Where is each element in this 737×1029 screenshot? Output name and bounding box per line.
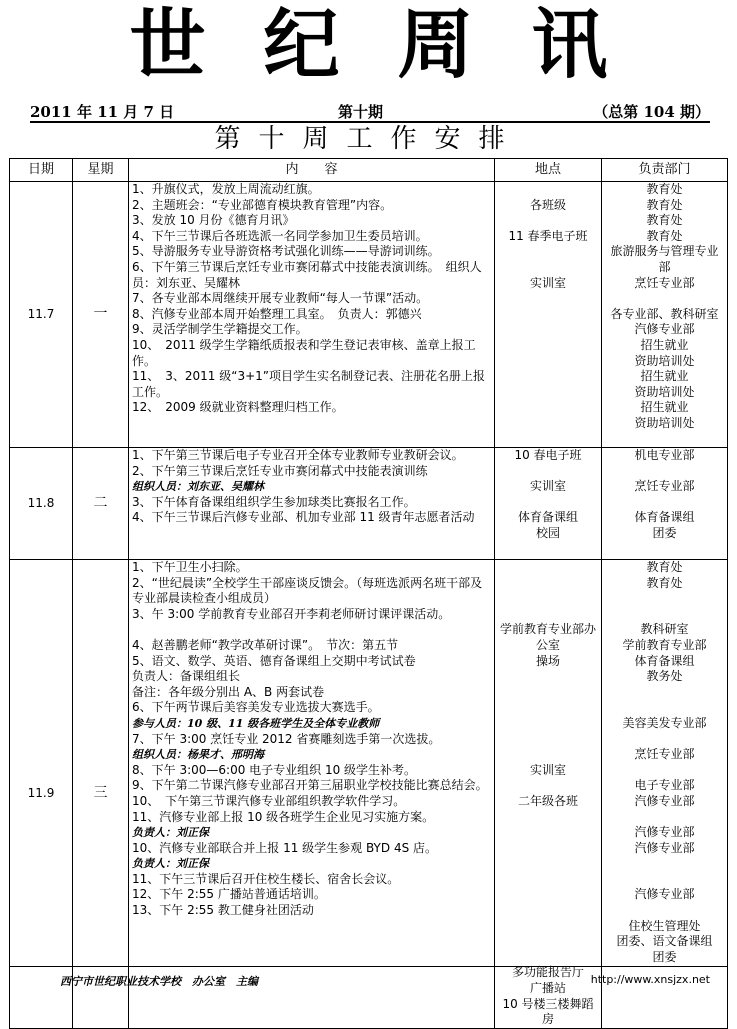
content-line: 参与人员：10 级、11 级各班学生及全体专业教师 xyxy=(132,716,380,730)
content-line: 11、 3、2011 级“3+1”项目学生实名制登记表、注册花名册上报工作。 xyxy=(132,369,486,399)
table-row xyxy=(10,560,728,1029)
place-line xyxy=(498,700,598,716)
place-line: 校园 xyxy=(535,525,560,540)
place-line xyxy=(498,213,598,229)
footer-url: http://www.xnsjzx.net xyxy=(590,973,710,986)
dept-line: 汽修专业部 xyxy=(634,825,695,840)
place-line xyxy=(498,607,598,623)
place-line xyxy=(498,464,598,480)
place-line xyxy=(498,560,598,576)
place-line: 操场 xyxy=(535,653,560,668)
content-line: 8、汽修专业部本周开始整理工具室。 负责人：郭德兴 xyxy=(132,306,422,321)
issue-number: 第十期 xyxy=(338,103,384,121)
footer-editor: 西宁市世纪职业技术学校 办公室 主编 xyxy=(60,975,258,988)
dept-line xyxy=(605,291,724,307)
content-line: 11、下午三节课后召开住校生楼长、宿舍长会议。 xyxy=(132,871,400,886)
dept-line xyxy=(605,607,724,623)
issue-total: （总第 104 期） xyxy=(593,103,710,121)
place-line: 10 春电子班 xyxy=(514,448,582,462)
row-place xyxy=(495,448,602,560)
dept-line xyxy=(605,685,724,701)
content-line: 10、汽修专业部联合并上报 11 级学生参观 BYD 4S 店。 xyxy=(132,840,438,855)
footer xyxy=(60,973,710,991)
content-line: 8、下午 3:00—6:00 电子专业组织 10 级学生补考。 xyxy=(132,762,417,777)
dept-line xyxy=(605,495,724,511)
dept-line: 烹饪专业部 xyxy=(634,275,695,290)
dept-line: 体育备课组 xyxy=(634,653,695,668)
content-line: 5、导游服务专业导游资格考试强化训练——导游词训练。 xyxy=(132,244,440,259)
content-line: 6、下午第三节课后烹饪专业市赛闭幕式中技能表演训练。 组织人员：刘东亚、吴耀林 xyxy=(132,259,482,290)
row-place xyxy=(495,182,602,448)
content-line: 1、下午卫生小扫除。 xyxy=(132,560,248,574)
dept-line xyxy=(605,903,724,919)
content-line: 10、 2011 级学生学籍纸质报表和学生登记表审核、盖章上报工作。 xyxy=(132,337,476,368)
dept-line: 团委 xyxy=(652,525,677,540)
place-line: 各班级 xyxy=(529,197,566,212)
dept-line: 机电专业部 xyxy=(634,448,695,462)
dept-line xyxy=(605,856,724,872)
dept-line: 资助培训处 xyxy=(634,353,695,368)
dept-line: 烹饪专业部 xyxy=(634,747,695,762)
dept-line: 教育处 xyxy=(646,560,683,574)
place-line xyxy=(498,919,598,935)
schedule-table xyxy=(9,158,728,1029)
row-weekday: 二 xyxy=(73,448,129,560)
dept-line: 电子专业部 xyxy=(634,778,695,793)
row-dept xyxy=(602,448,728,560)
dept-line: 资助培训处 xyxy=(634,384,695,399)
content-line xyxy=(132,622,491,638)
masthead-title: 世纪周讯 xyxy=(129,0,666,89)
dept-line: 体育备课组 xyxy=(634,510,695,525)
content-line: 组织人员：杨果才、邢明海 xyxy=(132,748,264,762)
dept-line: 教育处 xyxy=(646,197,683,212)
dept-line: 学前教育专业部 xyxy=(622,637,707,652)
row-content xyxy=(129,182,495,448)
place-line: 多功能报告厅 xyxy=(511,965,584,980)
dept-line: 教务处 xyxy=(646,669,683,684)
content-line: 负责人：刘正保 xyxy=(132,857,209,871)
footer-rule xyxy=(9,966,727,967)
place-line: 实训室 xyxy=(529,275,566,290)
header-place: 地点 xyxy=(495,159,602,182)
place-line xyxy=(498,950,598,966)
dept-line: 招生就业 xyxy=(640,400,689,415)
place-line xyxy=(498,685,598,701)
content-line: 4、赵善鹏老师“教学改革研讨课”。 节次：第五节 xyxy=(132,637,399,652)
dept-line: 各专业部、教科研室 xyxy=(610,306,719,321)
content-line: 4、下午三节课后汽修专业部、机加专业部 11 级青年志愿者活动 xyxy=(132,510,475,525)
place-line: 10 号楼三楼舞蹈房 xyxy=(502,996,594,1027)
issue-line xyxy=(30,101,710,123)
dept-line: 资助培训处 xyxy=(634,415,695,430)
dept-line: 烹饪专业部 xyxy=(634,479,695,494)
content-line: 2、下午第三节课后烹饪专业市赛闭幕式中技能表演训练 xyxy=(132,463,428,478)
content-line: 9、灵活学制学生学籍提交工作。 xyxy=(132,322,308,337)
dept-line: 招生就业 xyxy=(640,369,689,384)
place-line: 实训室 xyxy=(529,479,566,494)
content-line: 3、发放 10 月份《德育月讯》 xyxy=(132,213,295,228)
row-place xyxy=(495,560,602,1029)
dept-line: 汽修专业部 xyxy=(634,322,695,337)
content-line: 2、主题班会：“专业部德育模块教育管理”内容。 xyxy=(132,197,393,212)
dept-line xyxy=(605,732,724,748)
dept-line: 汽修专业部 xyxy=(634,887,695,902)
header-date: 日期 xyxy=(10,159,73,182)
content-line: 12、 2009 级就业资料整理归档工作。 xyxy=(132,400,344,415)
row-dept xyxy=(602,182,728,448)
content-line: 4、下午三节课后各班选派一名同学参加卫生委员培训。 xyxy=(132,228,428,243)
row-weekday: 一 xyxy=(73,182,129,448)
row-content xyxy=(129,560,495,1029)
content-line: 1、下午第三节课后电子专业召开全体专业教师专业教研会议。 xyxy=(132,448,464,462)
content-line: 2、“世纪晨读”全校学生干部座谈反馈会。（每班选派两名班干部及专业部晨读检查小组成员） xyxy=(132,575,483,606)
row-date: 11.9 xyxy=(10,560,73,1029)
place-line xyxy=(498,669,598,685)
content-line: 组织人员：刘东亚、吴耀林 xyxy=(132,480,264,494)
place-line xyxy=(498,495,598,511)
content-line: 7、下午 3:00 烹饪专业 2012 省赛雕刻选手第一次选拔。 xyxy=(132,731,441,746)
place-line xyxy=(498,576,598,592)
row-date: 11.8 xyxy=(10,448,73,560)
place-line xyxy=(498,747,598,763)
content-line: 7、各专业部本周继续开展专业教师“每人一节课”活动。 xyxy=(132,291,429,306)
header-week: 星期 xyxy=(73,159,129,182)
content-line: 1、升旗仪式，发放上周流动红旗。 xyxy=(132,182,320,196)
place-line xyxy=(498,903,598,919)
dept-line: 美容美发专业部 xyxy=(622,715,707,730)
row-date: 11.7 xyxy=(10,182,73,448)
dept-line: 团委、语文备课组 xyxy=(616,934,713,949)
dept-line: 教育处 xyxy=(646,213,683,228)
place-line xyxy=(498,934,598,950)
content-line: 负责人：备课组组长 xyxy=(132,669,241,684)
content-line: 9、下午第二节课汽修专业部召开第三届职业学校技能比赛总结会。 xyxy=(132,778,488,793)
place-line: 体育备课组 xyxy=(517,510,578,525)
content-line: 12、下午 2:55 广播站普通话培训。 xyxy=(132,887,326,902)
place-line xyxy=(498,810,598,826)
place-line xyxy=(498,856,598,872)
place-line xyxy=(498,887,598,903)
dept-line xyxy=(605,591,724,607)
place-line: 11 春季电子班 xyxy=(508,228,588,243)
place-line: 二年级各班 xyxy=(517,793,578,808)
place-line xyxy=(498,260,598,276)
dept-line xyxy=(605,763,724,779)
dept-line: 教育处 xyxy=(646,182,683,196)
content-line: 备注：各年级分别出 A、B 两套试卷 xyxy=(132,684,325,699)
place-line xyxy=(498,716,598,732)
place-line xyxy=(498,732,598,748)
table-row xyxy=(10,182,728,448)
content-line: 10、 下午第三节课汽修专业部组织教学软件学习。 xyxy=(132,793,406,808)
dept-line xyxy=(605,464,724,480)
dept-line xyxy=(605,810,724,826)
row-weekday: 三 xyxy=(73,560,129,1029)
place-line xyxy=(498,825,598,841)
dept-line: 团委 xyxy=(652,949,677,964)
dept-line: 教育处 xyxy=(646,228,683,243)
dept-line xyxy=(605,872,724,888)
schedule-title: 第十周工作安排 xyxy=(214,124,523,154)
place-line xyxy=(498,591,598,607)
dept-line: 汽修专业部 xyxy=(634,840,695,855)
table-header-row xyxy=(10,159,728,182)
dept-line: 住校生管理处 xyxy=(628,918,701,933)
dept-line: 教科研室 xyxy=(640,622,689,637)
content-line: 13、下午 2:55 教工健身社团活动 xyxy=(132,903,314,918)
content-line: 6、下午两节课后美容美发专业选拔大赛选手。 xyxy=(132,700,380,715)
table-row xyxy=(10,448,728,560)
dept-line: 旅游服务与管理专业部 xyxy=(610,244,719,274)
content-line: 负责人：刘正保 xyxy=(132,826,209,840)
place-line: 学前教育专业部办公室 xyxy=(499,622,596,652)
dept-line xyxy=(605,700,724,716)
issue-date: 2011 年 11 月 7 日 xyxy=(30,103,175,121)
dept-line: 招生就业 xyxy=(640,337,689,352)
place-line xyxy=(498,244,598,260)
place-line xyxy=(498,872,598,888)
row-dept xyxy=(602,560,728,1029)
place-line: 实训室 xyxy=(529,762,566,777)
header-content: 内 容 xyxy=(129,159,495,182)
header-dept: 负责部门 xyxy=(602,159,728,182)
dept-line: 教育处 xyxy=(646,575,683,590)
content-line: 11、汽修专业部上报 10 级各班学生企业见习实施方案。 xyxy=(132,809,435,824)
dept-line: 汽修专业部 xyxy=(634,793,695,808)
row-content xyxy=(129,448,495,560)
place-line xyxy=(498,182,598,198)
place-line: 广播站 xyxy=(529,981,566,996)
content-line: 5、语文、数学、英语、德育备课组上交期中考试试卷 xyxy=(132,653,416,668)
place-line xyxy=(498,778,598,794)
content-line: 3、午 3:00 学前教育专业部召开李莉老师研讨课评课活动。 xyxy=(132,606,451,621)
content-line: 3、下午体育备课组组织学生参加球类比赛报名工作。 xyxy=(132,494,416,509)
place-line xyxy=(498,841,598,857)
